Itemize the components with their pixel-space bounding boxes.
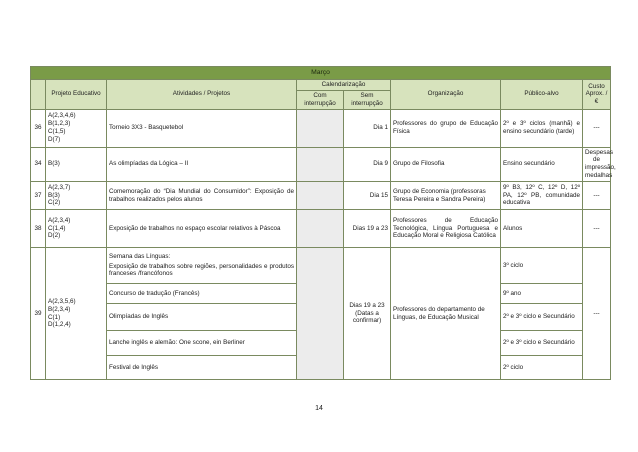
row-com-interrupcao xyxy=(297,210,344,248)
row-com-interrupcao xyxy=(297,109,344,147)
row-com-interrupcao xyxy=(297,248,344,380)
projeto-code: D(2) xyxy=(48,232,61,240)
row-atividade: Concurso de tradução (Francês) xyxy=(107,284,297,304)
row-number: 34 xyxy=(31,147,46,181)
row-projeto xyxy=(46,248,107,380)
row-publico: 9º B3, 12º C, 12º D, 12º PA, 12º PB, comunidade educativa xyxy=(501,182,583,210)
row-publico: 2º e 3º ciclo e Secundário xyxy=(501,331,583,356)
activity-text: Exposição de trabalhos sobre regiões, personalidades e produtos franceses /francófonos xyxy=(109,262,294,278)
header-blank xyxy=(31,80,46,110)
row-atividade: Festival de Inglês xyxy=(107,356,297,380)
table-row xyxy=(31,248,611,284)
row-publico: 2º e 3º ciclos (manhã) e ensino secundário (tarde) xyxy=(501,109,583,147)
semana-title: Semana das Línguas: xyxy=(109,252,171,260)
row-publico: 9º ano xyxy=(501,284,583,304)
row-custo: --- xyxy=(583,182,611,210)
row-custo: --- xyxy=(583,210,611,248)
row-sem-interrupcao: Dia 1 xyxy=(344,109,391,147)
row-organizacao: Professores do grupo de Educação Física xyxy=(391,109,501,147)
row-atividade: Exposição de trabalhos no espaço escolar relativos à Páscoa xyxy=(107,210,297,248)
projeto-code: C(1) xyxy=(48,313,61,321)
row-sem-interrupcao: Dia 15 xyxy=(344,182,391,210)
row-projeto xyxy=(46,210,107,248)
header-custo: Custo Aprox. /€ xyxy=(583,80,611,110)
row-atividade: Lanche inglês e alemão: One scone, ein Berliner xyxy=(107,331,297,356)
table-row xyxy=(31,210,611,248)
row-sem-interrupcao: Dias 19 a 23 (Datas a confirmar) xyxy=(344,248,391,380)
projeto-code: A(2,3,4) xyxy=(48,216,71,224)
projeto-code: D(7) xyxy=(48,135,61,143)
projeto-code: B(3) xyxy=(48,191,60,199)
projeto-code: A(2,3,7) xyxy=(48,183,71,191)
projeto-code: C(2) xyxy=(48,199,61,207)
row-organizacao: Grupo de Filosofia xyxy=(391,147,501,181)
row-number: 37 xyxy=(31,182,46,210)
row-atividade: Olimpíadas de Inglês xyxy=(107,304,297,331)
row-sem-interrupcao: Dias 19 a 23 xyxy=(344,210,391,248)
page-number: 14 xyxy=(315,405,323,412)
row-custo: --- xyxy=(583,109,611,147)
month-title: Março xyxy=(31,67,611,80)
projeto-code: B(3) xyxy=(48,160,60,168)
row-projeto xyxy=(46,109,107,147)
row-organizacao: Professores do departamento de Línguas, de Educação Musical xyxy=(391,248,501,380)
projeto-code: A(2,3,5,6) xyxy=(48,297,76,305)
header-calendarizacao: Calendarização xyxy=(297,80,391,91)
activities-table xyxy=(30,66,616,380)
row-atividade: Comemoração do “Dia Mundial do Consumidor”: Exposição de trabalhos realizados pelos alunos xyxy=(107,182,297,210)
row-organizacao: Professores de Educação Tecnológica, Língua Portuguesa e Educação Moral e Religiosa Católica xyxy=(391,210,501,248)
header-publico: Público-alvo xyxy=(501,80,583,110)
month-row xyxy=(31,67,611,80)
row-custo: Despesas de impressão, medalhas xyxy=(583,147,611,181)
projeto-code: D(1,2,4) xyxy=(48,321,71,329)
row-number: 39 xyxy=(31,248,46,380)
row-number: 36 xyxy=(31,109,46,147)
header-organizacao: Organização xyxy=(391,80,501,110)
projeto-code: B(2,3,4) xyxy=(48,305,71,313)
header-row-1 xyxy=(31,80,611,91)
row-publico: 3º ciclo xyxy=(501,248,583,284)
row-com-interrupcao xyxy=(297,182,344,210)
projeto-code: C(1,5) xyxy=(48,128,66,136)
activities-table-container xyxy=(30,66,616,380)
header-projeto: Projeto Educativo xyxy=(46,80,107,110)
projeto-code: B(1,2,3) xyxy=(48,120,71,128)
row-com-interrupcao xyxy=(297,147,344,181)
row-atividade: As olimpíadas da Lógica – II xyxy=(107,147,297,181)
row-projeto xyxy=(46,147,107,181)
row-publico: 2º ciclo xyxy=(501,356,583,380)
row-publico: 2º e 3º ciclo e Secundário xyxy=(501,304,583,331)
row-publico: Ensino secundário xyxy=(501,147,583,181)
row-custo: --- xyxy=(583,248,611,380)
table-row xyxy=(31,182,611,210)
header-com-interrupcao: Com interrupção xyxy=(297,90,344,109)
header-atividades: Atividades / Projetos xyxy=(107,80,297,110)
row-atividade: Torneio 3X3 - Basquetebol xyxy=(107,109,297,147)
table-row xyxy=(31,109,611,147)
row-projeto xyxy=(46,182,107,210)
row-publico: Alunos xyxy=(501,210,583,248)
row-organizacao: Grupo de Economia (professoras Teresa Pereira e Sandra Pereira) xyxy=(391,182,501,210)
row-number: 38 xyxy=(31,210,46,248)
projeto-code: C(1,4) xyxy=(48,224,66,232)
row-sem-interrupcao: Dia 9 xyxy=(344,147,391,181)
header-sem-interrupcao: Sem interrupção xyxy=(344,90,391,109)
row-atividade xyxy=(107,248,297,284)
projeto-code: A(2,3,4,6) xyxy=(48,112,76,120)
table-row xyxy=(31,147,611,181)
